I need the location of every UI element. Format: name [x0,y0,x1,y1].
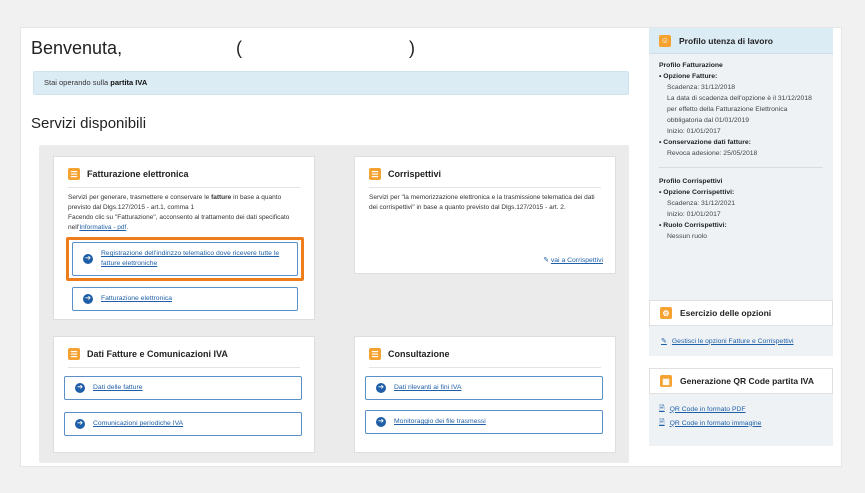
services-grid [39,145,629,463]
document-icon: ☰ [369,348,381,360]
services-title: Servizi disponibili [31,115,147,132]
conservazione-dati: • Conservazione dati fatture: [659,137,823,148]
corr-heading: Profilo Corrispettivi [659,178,723,185]
qr-links [649,394,833,438]
dati-rilevanti-label: Dati rilevanti ai fini IVA [394,384,462,391]
gear-icon: ⚙ [660,307,672,319]
edit-icon: ✎ [543,257,549,264]
card-corrispettivi-header [369,166,441,182]
arrow-right-icon: ➔ [75,419,85,429]
card-fatturazione-text [68,193,300,233]
arrow-right-icon: ➔ [83,294,93,304]
fatturazione-elettronica-button[interactable] [72,287,298,311]
vai-corrispettivi-label: vai a Corrispettivi [550,257,603,264]
profilo-title: Profilo utenza di lavoro [679,35,773,46]
qr-image-link[interactable] [659,416,823,430]
ruolo-corrispettivi: • Ruolo Corrispettivi: [659,220,823,231]
registrazione-indirizzo-label: Registrazione dell'indirizzo telematico dove ricevere tutte le fatture elettroniche [101,250,280,267]
vai-corrispettivi-link[interactable] [543,256,603,264]
card-corrispettivi [354,156,616,274]
profilo-body [649,54,833,248]
card-dati-fatture-header [68,346,228,362]
nota-scadenza: La data di scadenza dell'opzione è il 31/12/2018 per effetto della Fatturazione Elettronica obbligatoria dal 01/01/2019 [667,95,812,124]
text-part: Servizi per generare, trasmettere e conservare le [68,194,212,201]
arrow-right-icon: ➔ [376,417,386,427]
comunicazioni-iva-button[interactable] [64,412,302,436]
qr-title: Generazione QR Code partita IVA [680,376,814,386]
card-consultazione-header [369,346,450,362]
opzione-corrispettivi: • Opzione Corrispettivi: [659,187,823,198]
main-content [31,28,631,466]
gestisci-opzioni-label: Gestisci le opzioni Fatture e Corrispettivi [671,337,794,345]
text-part: Facendo clic su "Fatturazione", acconsento al trattamento dei dati specificato nell' [68,214,290,231]
edit-icon: ✎ [661,338,667,345]
qr-pdf-label: QR Code in formato PDF [669,405,746,413]
comunicazioni-iva-label: Comunicazioni periodiche IVA [93,420,184,427]
esercizio-header [649,300,833,326]
dati-fatture-button[interactable] [64,376,302,400]
opzione-fatture: • Opzione Fatture: [659,71,823,82]
informativa-link[interactable]: Informativa - pdf [79,224,127,231]
card-fatturazione [53,156,315,320]
page-container [20,27,842,467]
file-icon: 🗎 [659,404,665,412]
divider [659,167,823,168]
divider [68,367,300,368]
monitoraggio-button[interactable] [365,410,603,434]
text-part: in base a quanto previsto dal Dlgs.127/2015 - art.1, comma 1 [68,194,282,211]
arrow-right-icon: ➔ [376,383,386,393]
registrazione-indirizzo-button[interactable] [72,242,298,276]
info-bar [33,71,629,95]
welcome-heading [31,38,631,64]
welcome-paren-open: ( [236,38,242,58]
text-bold: fatture [211,194,232,201]
divider [68,187,300,188]
esercizio-title: Esercizio delle opzioni [680,308,772,318]
dati-fatture-label: Dati delle fatture [93,384,143,391]
card-dati-fatture-title: Dati Fatture e Comunicazioni IVA [87,349,228,359]
user-icon: ☺ [660,36,670,45]
qr-header [649,368,833,394]
profilo-header [649,28,833,54]
divider [369,187,601,188]
qr-pdf-link[interactable] [659,402,823,416]
revoca-adesione: Revoca adesione: 25/05/2018 [667,150,758,157]
card-corrispettivi-text: Servizi per "la memorizzazione elettronica e la trasmissione telematica dei dati dei corrispettivi" in base a quanto previsto dal Dlgs.127/2015 - art. 2. [369,194,595,211]
scadenza-fatture: Scadenza: 31/12/2018 [667,84,736,91]
profilo-panel [649,28,833,356]
document-icon: ☰ [369,168,381,180]
welcome-greeting: Benvenuta, [31,38,123,58]
arrow-right-icon: ➔ [83,254,93,264]
qr-panel [649,368,833,446]
document-icon: ☰ [68,348,80,360]
info-bar-prefix: Stai operando sulla [44,78,111,87]
text-part: . [126,224,129,231]
document-icon: ☰ [68,168,80,180]
card-fatturazione-title: Fatturazione elettronica [87,169,189,179]
image-file-icon: 🗎 [659,418,665,426]
divider [369,367,601,368]
welcome-paren-close: ) [409,38,415,58]
card-consultazione-title: Consultazione [388,349,450,359]
monitoraggio-label: Monitoraggio dei file trasmessi [394,418,486,425]
card-dati-fatture [53,336,315,453]
scadenza-corrispettivi: Scadenza: 31/12/2021 [667,200,736,207]
arrow-right-icon: ➔ [75,383,85,393]
fatturazione-elettronica-label: Fatturazione elettronica [101,295,173,302]
inizio-fatture: Inizio: 01/01/2017 [667,128,721,135]
qr-image-label: QR Code in formato immagine [669,419,762,427]
dati-rilevanti-button[interactable] [365,376,603,400]
card-consultazione [354,336,616,453]
nessun-ruolo: Nessun ruolo [667,233,708,240]
info-bar-bold: partita IVA [110,78,148,87]
fatt-heading: Profilo Fatturazione [659,62,723,69]
card-corrispettivi-title: Corrispettivi [388,169,442,179]
card-fatturazione-header [68,166,189,182]
gestisci-opzioni-link[interactable] [661,334,794,348]
inizio-corrispettivi: Inizio: 01/01/2017 [667,211,721,218]
qr-code-icon: ▦ [660,375,672,387]
